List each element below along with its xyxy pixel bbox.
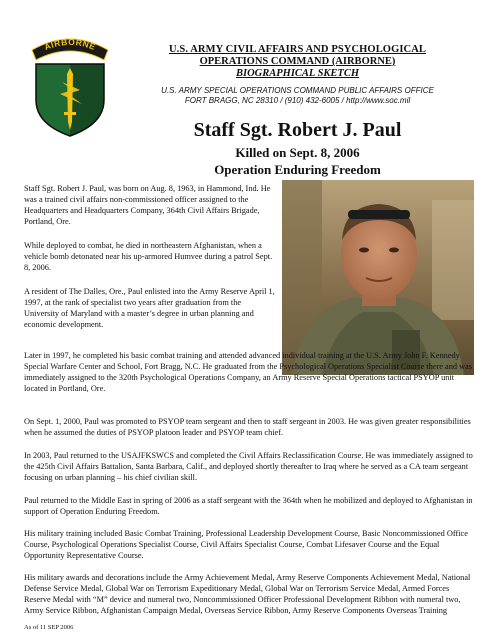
- paragraph-deployment: Paul returned to the Middle East in spring of 2006 as a staff sergeant with the 364th when he mobilized and deployed to Afghanistan in support of Operation Enduring Freedom.: [24, 496, 473, 516]
- paragraph-awards: His military awards and decorations include the Army Achievement Medal, Army Reserve Components Achievement Medal, National Defense Service Medal, Global War on Terrorism Expeditionary Medal, Global War on Terrorism Service Medal, Armed Forces Reserve Medal with “M” device and numeral two, Noncommissioned Officer Professional Development Ribbon with numeral two, Army Service Ribbon, Afghanistan Campaign Medal, Overseas Service Ribbon, Army Reserve Components Overseas Training: [24, 573, 471, 615]
- document-header: [120, 44, 475, 105]
- operation-subtitle: Operation Enduring Freedom: [214, 162, 381, 177]
- header-address: FORT BRAGG, NC 28310 / (910) 432-6005 / http://www.soc.mil: [184, 96, 411, 105]
- as-of-date-footer: As of 11 SEP 2006: [24, 624, 74, 631]
- paragraph-training: Later in 1997, he completed his basic combat training and attended advanced individual training at the U.S. Army John F. Kennedy Special Warfare Center and School, Fort Bragg, N.C. He graduated from the Psychological Operations Specialist Course there and was immediately assigned to the 320th Psychological Operations Company, an Army Reserve Special Operations tactical PSYOP unit located in Portland, Ore.: [24, 351, 473, 393]
- paragraph-death: While deployed to combat, he died in northeastern Afghanistan, when a vehicle bomb detonated near his up-armored Humvee during a patrol Sept. 8, 2006.: [24, 241, 273, 272]
- paragraph-promotion: On Sept. 1, 2000, Paul was promoted to PSYOP team sergeant and then to staff sergeant in 2003. He was given greater responsibilities when he assumed the duties of PSYOP platoon leader and PSYOP team chief.: [24, 417, 471, 437]
- header-office: U.S. ARMY SPECIAL OPERATIONS COMMAND PUBLIC AFFAIRS OFFICE: [161, 86, 434, 95]
- header-line-sketch: BIOGRAPHICAL SKETCH: [235, 68, 360, 79]
- header-line-operations: OPERATIONS COMMAND (AIRBORNE): [199, 56, 396, 67]
- paragraph-reclassification: In 2003, Paul returned to the USAJFKSWCS and completed the Civil Affairs Reclassification Course. He was immediately assigned to the 425th Civil Affairs Battalion, Santa Barbara, Calif., and deployed shortly thereafter to Iraq where he served as a CA team sergeant focusing on urban planning – his chief civilian skill.: [24, 451, 473, 482]
- paragraph-birth: Staff Sgt. Robert J. Paul, was born on Aug. 8, 1963, in Hammond, Ind. He was a trained civil affairs non-commissioned officer assigned to the Headquarters and Headquarters Company, 364th Civil Affairs Brigade, Portland, Ore.: [24, 184, 271, 226]
- airborne-tab-text: AIRBORNE: [42, 36, 98, 53]
- soldier-name-title: Staff Sgt. Robert J. Paul: [193, 119, 402, 141]
- unit-insignia-emblem: [24, 30, 116, 138]
- paragraph-military-training: His military training included Basic Combat Training, Professional Leadership Development Course, Basic Noncommissioned Office Course, Psychological Operations Specialist Course, Civil Affairs Specialist Course, Combat Lifesaver Course and the Equal Opportunity Representative Course.: [24, 529, 468, 560]
- soldier-portrait-photo: [282, 180, 474, 375]
- header-line-command: U.S. ARMY CIVIL AFFAIRS AND PSYCHOLOGICAL: [168, 44, 426, 55]
- paragraph-enlistment: A resident of The Dalles, Ore., Paul enlisted into the Army Reserve April 1, 1997, at the rank of specialist two years after graduation from the University of Maryland with a master’s degree in urban planning and economic development.: [24, 287, 275, 329]
- killed-date-subtitle: Killed on Sept. 8, 2006: [235, 145, 360, 160]
